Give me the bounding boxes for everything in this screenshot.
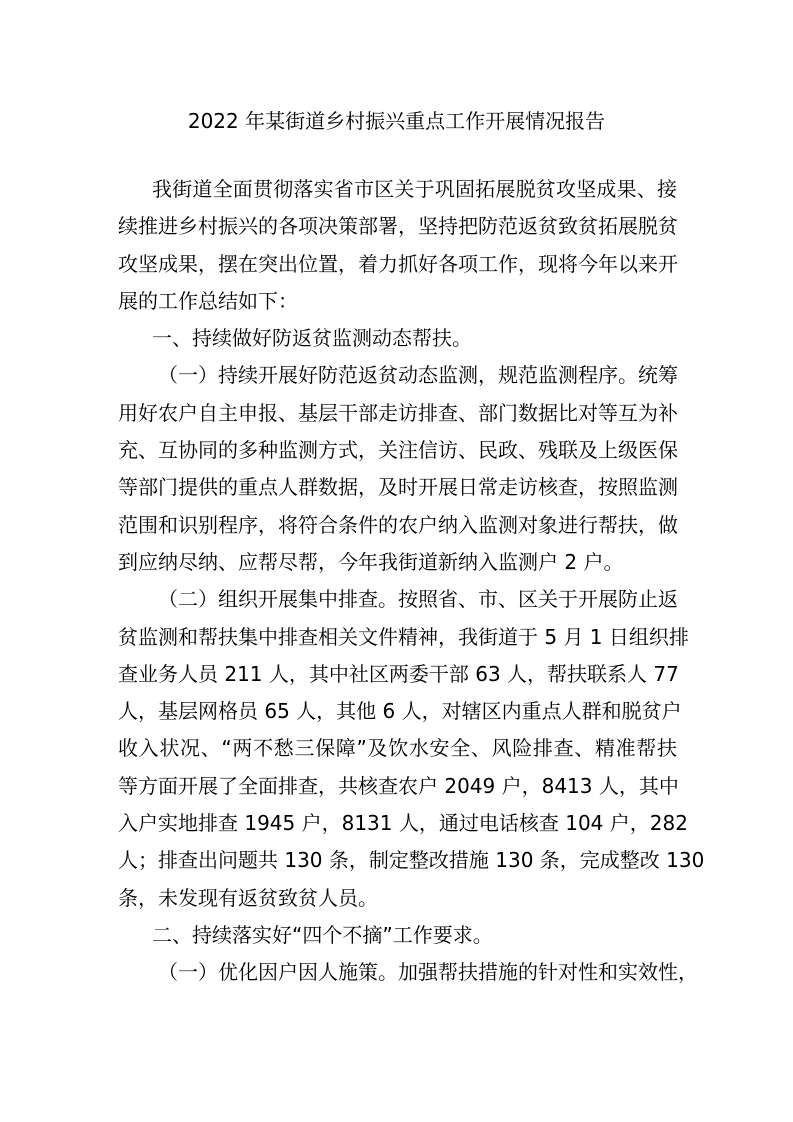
text-line: 二、持续落实好“四个不摘”工作要求。 (152, 922, 493, 947)
text-line: 用好农户自主申报、基层干部走访排查、部门数据比对等互为补 (118, 400, 678, 425)
paragraph (118, 581, 705, 917)
text-line: 人，基层网格员 65 人，其他 6 人，对辖区内重点人群和脱贫户 (118, 699, 682, 724)
paragraph (118, 320, 677, 357)
paragraph (118, 357, 677, 581)
text-line: 入户实地排查 1945 户，8131 人，通过电话核查 104 户，282 (118, 811, 688, 836)
text-line: 贫监测和帮扶集中排查相关文件精神，我街道于 5 月 1 日组织排 (118, 624, 689, 649)
text-line: 到应纳尽纳、应帮尽帮，今年我街道新纳入监测户 2 户。 (118, 549, 624, 574)
text-line: 充、互协同的多种监测方式，关注信访、民政、残联及上级医保 (118, 438, 678, 463)
text-line: 人；排查出问题共 130 条，制定整改措施 130 条，完成整改 130 (118, 848, 705, 873)
text-line: 攻坚成果，摆在突出位置，着力抓好各项工作，现将今年以来开 (118, 251, 678, 276)
text-line: 展的工作总结如下： (118, 288, 298, 313)
text-line: 收入状况、“两不愁三保障”及饮水安全、风险排查、精准帮扶 (118, 736, 677, 761)
text-line: 查业务人员 211 人，其中社区两委干部 63 人，帮扶联系人 77 (118, 661, 679, 686)
text-line: 条，未发现有返贫致贫人员。 (118, 885, 378, 910)
text-line: 等部门提供的重点人群数据，及时开展日常走访核查，按照监测 (118, 475, 678, 500)
document-title: 2022 年某街道乡村振兴重点工作开展情况报告 (187, 109, 606, 133)
paragraph (118, 917, 677, 954)
paragraph (118, 171, 677, 320)
paragraph (118, 954, 698, 991)
text-line: （一）持续开展好防范返贫动态监测，规范监测程序。统筹 (158, 363, 678, 388)
document-body (118, 171, 705, 992)
text-line: 我街道全面贯彻落实省市区关于巩固拓展脱贫攻坚成果、接 (152, 177, 677, 201)
text-line: 等方面开展了全面排查，共核查农户 2049 户，8413 人，其中 (118, 773, 679, 798)
text-line: 一、持续做好防返贫监测动态帮扶。 (152, 326, 472, 351)
text-line: 续推进乡村振兴的各项决策部署，坚持把防范返贫致贫拓展脱贫 (118, 214, 678, 239)
text-line: （二）组织开展集中排查。按照省、市、区关于开展防止返 (158, 587, 678, 612)
text-line: 范围和识别程序，将符合条件的农户纳入监测对象进行帮扶，做 (118, 512, 678, 537)
text-line: （一）优化因户因人施策。加强帮扶措施的针对性和实效性， (158, 960, 698, 985)
